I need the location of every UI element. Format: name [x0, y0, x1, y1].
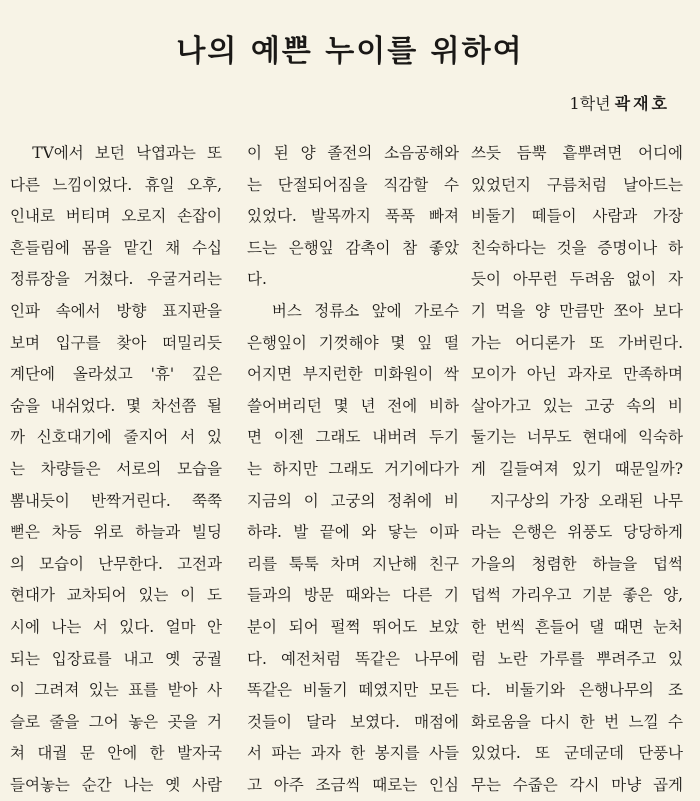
text-line: 듯이 아무런 두려움 없이 자 [471, 270, 683, 289]
text-line: 보며 입구를 찾아 떠밀리듯 [10, 333, 222, 352]
text-line: 똑같은 비둘기 떼였지만 모든 [247, 681, 459, 700]
text-line: 숨을 내쉬었다. 몇 차선쯤 될 [10, 396, 222, 415]
text-line: 버스 정류소 앞에 가로수 [247, 301, 459, 320]
text-line: 서 파는 과자 한 봉지를 사들 [247, 744, 459, 763]
article-title: 나의 예쁜 누이를 위하여 [176, 34, 524, 69]
text-line: 무는 수줍은 각시 마냥 곱게 [471, 775, 683, 794]
text-column-1 [10, 138, 222, 801]
text-line: 면 이젠 그래도 내버려 두기 [247, 428, 459, 447]
text-line: 은행잎이 기껏해야 몇 잎 떨 [247, 333, 459, 352]
text-line: 비둘기 떼들이 사람과 가장 [471, 207, 683, 226]
text-line: 까 신호대기에 줄지어 서 있 [10, 428, 222, 447]
text-line: 현대가 교차되어 있는 이 도 [10, 586, 222, 605]
text-line: 지금의 이 고궁의 정취에 비 [247, 491, 459, 510]
text-line: 다. [247, 270, 267, 289]
text-column-2 [247, 138, 459, 801]
text-line: 화로움을 다시 한 번 느낄 수 [471, 712, 683, 731]
text-line: 계단에 올라섰고 '휴' 깊은 [10, 365, 222, 384]
text-line: 어지면 부지런한 미화원이 싹 [247, 365, 459, 384]
text-line: 이 그려져 있는 표를 받아 사 [10, 681, 222, 700]
text-line: 있었던지 구름처럼 날아드는 [471, 175, 683, 194]
text-line: 둘기는 너무도 현대에 익숙하 [471, 428, 683, 447]
text-line: 는 차량들은 서로의 모습을 [10, 459, 222, 478]
text-line: 덥썩 가리우고 기분 좋은 양, [471, 586, 683, 605]
text-line: 가는 어디론가 또 가버린다. [471, 333, 683, 352]
text-line: 라는 은행은 위풍도 당당하게 [471, 523, 683, 542]
text-line: 들여놓는 순간 나는 옛 사람 [10, 775, 222, 794]
text-line: 기 먹을 양 만큼만 쪼아 보다 [471, 301, 683, 320]
text-line: 있었다. 발목까지 푹푹 빠져 [247, 207, 459, 226]
text-line: 인내로 버티며 오로지 손잡이 [10, 207, 222, 226]
text-line: 분이 되어 펄쩍 뛰어도 보았 [247, 617, 459, 636]
text-line: 모이가 아닌 과자로 만족하며 [471, 365, 683, 384]
text-line: 시에 나는 서 있다. 얼마 안 [10, 617, 222, 636]
text-line: 친숙하다는 것을 증명이나 하 [471, 238, 683, 257]
text-line: 정류장을 거쳤다. 우굴거리는 [10, 270, 222, 289]
text-line: 리를 툭툭 차며 지난해 친구 [247, 554, 459, 573]
text-line: 쓰듯 듬뿍 흩뿌려면 어디에 [471, 144, 683, 162]
author-name: 곽재호 [614, 94, 670, 113]
text-line: 것들이 달라 보였다. 매점에 [247, 712, 459, 731]
text-line: 들과의 방문 때와는 다른 기 [247, 586, 459, 605]
text-line: 는 하지만 그래도 거기에다가 [247, 459, 459, 478]
text-line: 되는 입장료를 내고 옛 궁궐 [10, 649, 222, 668]
author-byline [570, 91, 670, 114]
text-line: 뽐내듯이 반짝거린다. 쭉쭉 [10, 491, 222, 510]
text-line: 다. 예전처럼 똑같은 나무에 [247, 649, 459, 668]
text-line: 게 길들여져 있기 때문일까? [471, 459, 683, 478]
text-line: 한 번씩 흔들어 댈 때면 눈처 [471, 617, 683, 636]
text-line: 하랴. 발 끝에 와 닿는 이파 [247, 523, 459, 542]
text-line: 뻗은 차등 위로 하늘과 빌딩 [10, 523, 222, 542]
text-line: 고 아주 조금씩 때로는 인심 [247, 775, 459, 794]
text-line: 이 된 양 졸전의 소음공해와 [247, 144, 459, 162]
text-line: 살아가고 있는 고궁 속의 비 [471, 396, 683, 415]
text-line: 럼 노란 가루를 뿌려주고 있 [471, 649, 683, 668]
text-line: 가을의 청렴한 하늘을 덥썩 [471, 554, 683, 573]
text-line: 쳐 대궐 문 안에 한 발자국 [10, 744, 222, 763]
text-line: 지구상의 가장 오래된 나무 [471, 491, 683, 510]
text-line: 쓸어버리던 몇 년 전에 비하 [247, 396, 459, 415]
author-grade: 1학년 [569, 94, 611, 113]
text-line: 다른 느낌이었다. 휴일 오후, [10, 175, 222, 194]
text-line: 흔들림에 몸을 맡긴 채 수십 [10, 238, 222, 257]
text-line: 드는 은행잎 감촉이 참 좋았 [247, 238, 459, 257]
text-line: 있었다. 또 군데군데 단풍나 [471, 744, 683, 763]
text-line: 슬로 줄을 그어 놓은 곳을 거 [10, 712, 222, 731]
text-line: 인파 속에서 방향 표지판을 [10, 301, 222, 320]
text-column-3 [471, 138, 683, 801]
text-line: TV에서 보던 낙엽과는 또 [10, 144, 222, 162]
text-line: 의 모습이 난무한다. 고전과 [10, 554, 222, 573]
text-line: 는 단절되어짐을 직감할 수 [247, 175, 459, 194]
text-line: 다. 비둘기와 은행나무의 조 [471, 681, 683, 700]
